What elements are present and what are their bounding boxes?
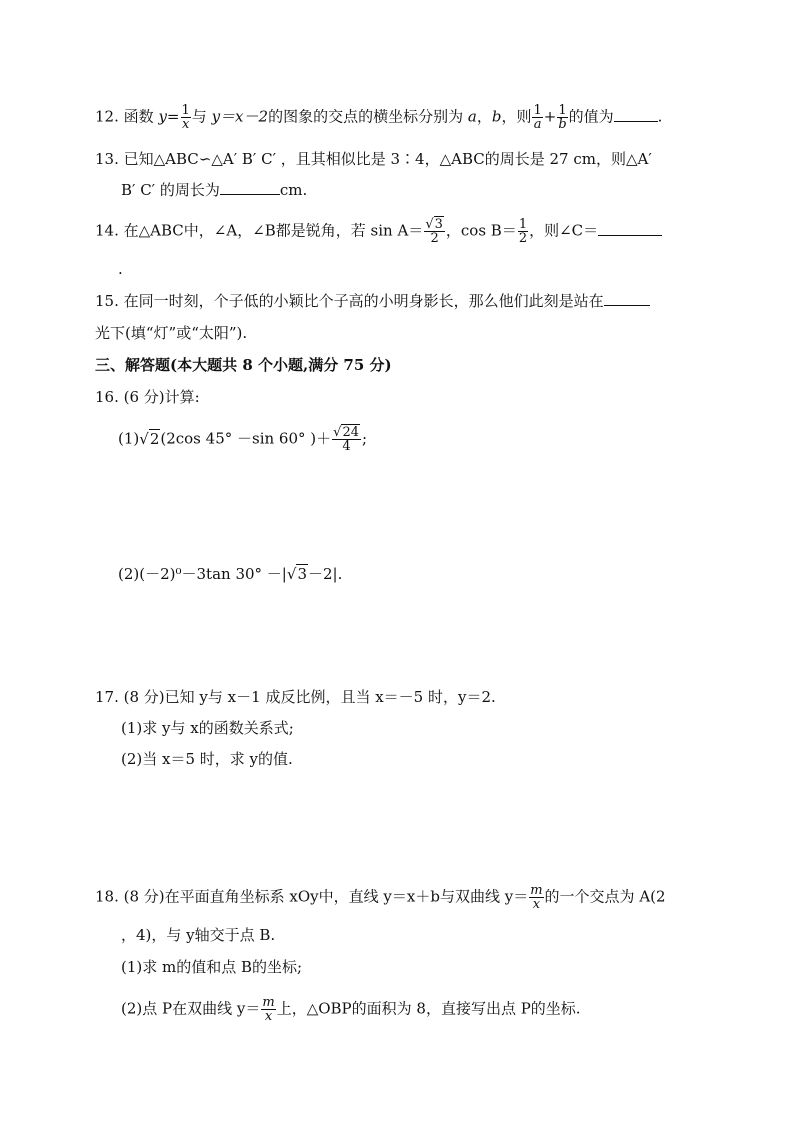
q14-answer-blank[interactable] <box>598 221 662 236</box>
q17-part-2: (2)当 x＝5 时，求 y的值. <box>121 750 293 768</box>
q12-a: a <box>467 107 477 126</box>
q12-fraction-1-over-b: $\frac{1}{b}$ <box>558 103 567 132</box>
q12-text-4: ，则 <box>501 107 532 126</box>
q18-line-1a: (8 分)在平面直角坐标系 xOy中，直线 y＝x＋b与双曲线 y＝ <box>123 887 529 906</box>
q13-answer-blank[interactable] <box>220 180 280 195</box>
q18-p2-fraction-m-over-x: $\frac{m}{x}$ <box>262 995 275 1024</box>
q12-fraction-1-over-a: $\frac{1}{a}$ <box>533 103 542 132</box>
q16-p1-end: ; <box>361 429 368 448</box>
q14-text-2: ，cos B＝ <box>445 221 517 240</box>
question-16-head <box>95 386 200 408</box>
q18-line-1b: 的一个交点为 A(2 <box>544 887 666 906</box>
q16-p2-end: －2|. <box>307 565 343 583</box>
q12-answer-blank[interactable] <box>614 107 658 122</box>
question-17-head <box>95 686 496 708</box>
section-3-heading: 三、解答题(本大题共 8 个小题,满分 75 分) <box>95 356 392 374</box>
q12-y: y <box>158 107 167 126</box>
q18-part-1: (1)求 m的值和点 B的坐标; <box>121 958 303 976</box>
q12-sep: ， <box>476 107 492 126</box>
q12-eq: = <box>166 107 180 126</box>
q12-plus: + <box>543 107 557 126</box>
q17-part-1: (1)求 y与 x的函数关系式; <box>121 719 294 737</box>
q13-line-2b: cm. <box>279 181 308 199</box>
q13-line-1: 已知△ABC∽△A′ B′ C′ ，且其相似比是 3∶4，△ABC的周长是 27 cm，则△A′ <box>123 150 652 168</box>
q17-head: (8 分)已知 y与 x－1 成反比例，且当 x＝－5 时，y＝2. <box>123 688 496 706</box>
question-14 <box>95 218 662 245</box>
q16-head: (6 分)计算: <box>123 388 200 406</box>
q12-text-1: 函数 <box>123 107 154 126</box>
q18-part-2 <box>121 996 581 1023</box>
q15-line-1: 在同一时刻，个子低的小颖比个子高的小明身影长，那么他们此刻是站在 <box>123 292 604 310</box>
q12-text-5: 的值为 <box>568 107 614 126</box>
question-15-line-1 <box>95 290 650 312</box>
q13-line-2a: B′ C′ 的周长为 <box>121 181 220 199</box>
q15-answer-blank[interactable] <box>604 291 650 306</box>
q14-trailing-dot: . <box>118 260 123 278</box>
q15-line-2: 光下(填“灯”或“太阳”). <box>95 324 248 342</box>
q12-fraction-1-over-x: $\frac{1}{x}$ <box>181 103 190 132</box>
q14-fraction-1-over-2: $\frac{1}{2}$ <box>518 217 528 246</box>
q14-text-1: 在△ABC中，∠A，∠B都是锐角，若 sin A＝ <box>123 221 424 240</box>
question-13-line-2 <box>121 179 307 201</box>
q12-rhs: y＝x－2 <box>211 107 269 126</box>
q16-p1-body: (2cos 45° －sin 60° )＋ <box>160 429 332 448</box>
q16-p2-sqrt: √3 <box>286 565 307 583</box>
q12-number: 12. <box>95 107 119 126</box>
q15-number: 15. <box>95 292 119 310</box>
q18-p2a: (2)点 P在双曲线 y＝ <box>121 999 261 1018</box>
question-18-line-1 <box>95 884 666 911</box>
q13-number: 13. <box>95 150 119 168</box>
q18-number: 18. <box>95 887 119 906</box>
q16-part-1 <box>118 426 367 453</box>
q12-text-2: 与 <box>191 107 207 126</box>
q18-line-2: ，4)，与 y轴交于点 B. <box>121 926 276 944</box>
q14-number: 14. <box>95 221 119 240</box>
q12-text-3: 的图象的交点的横坐标分别为 <box>268 107 464 126</box>
q18-fraction-m-over-x: $\frac{m}{x}$ <box>530 883 543 912</box>
q16-number: 16. <box>95 388 119 406</box>
q17-number: 17. <box>95 688 119 706</box>
question-12 <box>95 104 662 131</box>
q14-text-3: ，则∠C＝ <box>529 221 599 240</box>
q18-p2b: 上，△OBP的面积为 8，直接写出点 P的坐标. <box>276 999 581 1018</box>
q16-p1-sqrt: √2 <box>139 429 160 448</box>
q16-part-2 <box>118 563 342 585</box>
q16-p2-body: (2)(－2)⁰－3tan 30° －| <box>118 565 287 583</box>
question-13-line-1 <box>95 148 652 170</box>
q12-b: b <box>491 107 502 126</box>
q16-p1-label: (1) <box>118 429 140 448</box>
q16-p1-fraction: $\frac{√24}{4}$ <box>333 425 359 454</box>
q14-fraction-sqrt3-over-2: $\frac{√3}{2}$ <box>425 217 443 246</box>
q12-end: . <box>657 107 663 126</box>
